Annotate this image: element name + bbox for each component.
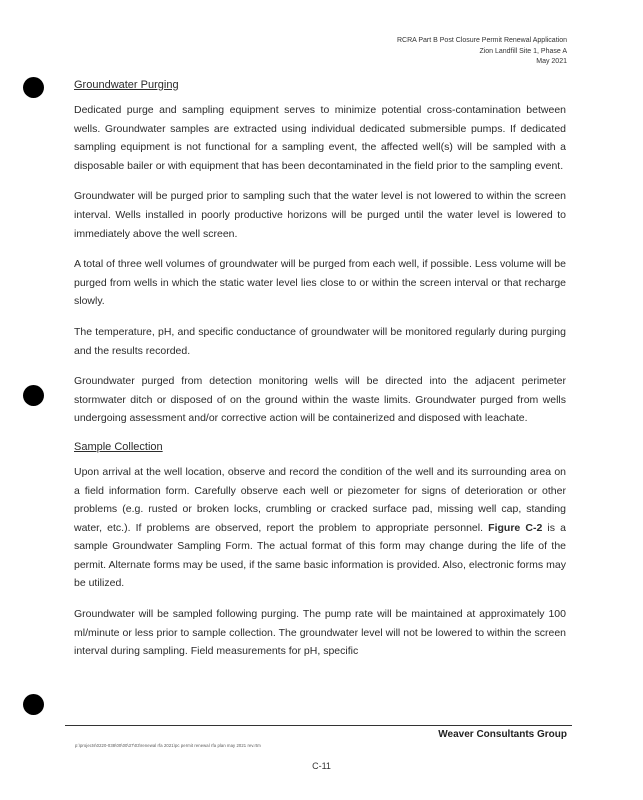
header-date: May 2021	[536, 58, 567, 65]
paragraph: Groundwater will be purged prior to sampling such that the water level is not lowered to within the screen interval. Wells installed in poorly productive horizons will be purged until the water level is lowered to immediately above the well screen.	[74, 190, 566, 240]
footer-company: Weaver Consultants Group	[438, 729, 567, 740]
paragraph-text: Upon arrival at the well location, observe and record the condition of the well and its surrounding area on a field information form. Carefully observe each well or piezometer for signs of deterioration or other problems (e.g. rusted or broken locks, crumbling or cracked surface pad, missing well cap, standing water, etc.). If problems are observed, report the problem to appropriate personnel.	[74, 465, 566, 534]
header-title: RCRA Part B Post Closure Permit Renewal Application	[396, 37, 567, 44]
punch-hole-middle	[23, 385, 44, 406]
footer-divider	[65, 725, 572, 726]
document-header	[307, 36, 567, 68]
paragraph-text: is a sample Groundwater Sampling Form. The actual format of this form may change during the life of the permit. Alternate forms may be used, if the same basic information is provided. Also, electronic forms may be utilized.	[74, 521, 566, 590]
section-heading-sample-collection: Sample Collection	[74, 440, 163, 453]
paragraph: Groundwater purged from detection monitoring wells will be directed into the adjacent perimeter stormwater ditch or disposed of on the ground within the waste limits. Groundwater purged from wells undergoing assessment and/or corrective action will be containerized and disposed with leachate.	[74, 375, 566, 425]
paragraph	[74, 463, 566, 593]
document-body	[74, 78, 566, 673]
punch-hole-bottom	[23, 694, 44, 715]
paragraph: A total of three well volumes of groundwater will be purged from each well, if possible. Less volume will be purged from wells in which the static water level lies close to or within the screen interval or that recharge slowly.	[74, 258, 566, 308]
paragraph: Groundwater will be sampled following purging. The pump rate will be maintained at approximately 100 ml/minute or less prior to sample collection. The groundwater level will not be lowered to within the screen interval during sampling. Field measurements for pH, specific	[74, 608, 566, 658]
figure-reference: Figure C-2	[488, 521, 543, 534]
page-number: C-11	[312, 761, 331, 771]
paragraph: The temperature, pH, and specific conductance of groundwater will be monitored regularly during purging and the results recorded.	[74, 325, 566, 357]
section-heading-groundwater-purging: Groundwater Purging	[74, 79, 179, 91]
footer-file-path: p:\projects\0220-038\00\00\37\03\renewal rfa 2021\pc permit renewal rfa plan may 2021 rev.rtm	[75, 743, 261, 748]
header-site: Zion Landfill Site 1, Phase A	[479, 47, 567, 55]
punch-hole-top	[23, 77, 44, 98]
paragraph: Dedicated purge and sampling equipment serves to minimize potential cross-contamination between wells. Groundwater samples are extracted using individual dedicated submersible pumps. If dedicated sampling equipment is not functional for a sampling event, the affected well(s) will be sampled with a disposable bailer or with equipment that has been decontaminated in the field prior to the sampling event.	[74, 104, 566, 172]
